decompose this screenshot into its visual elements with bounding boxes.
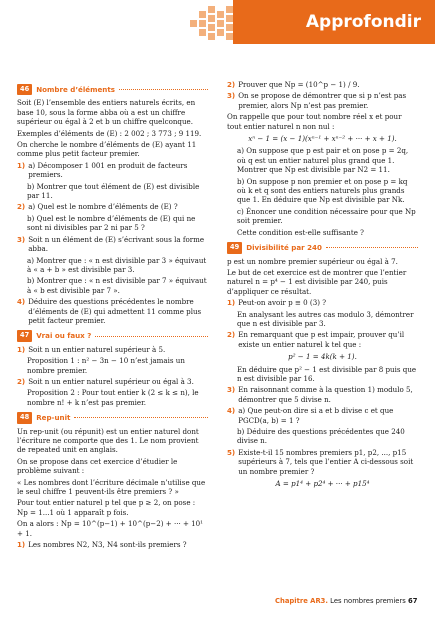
decorative-squares xyxy=(190,6,238,42)
sub-question: b) Montrer que tout élément de (E) est divisible par 11. xyxy=(27,181,200,201)
left-column xyxy=(17,80,208,551)
exercise-text: On se propose dans cet exercice d’étudier le problème suivant : xyxy=(17,456,178,476)
exercise-formula: On a alors : Np = 10^(p−1) + 10^(p−2) + ··· + 10¹ + 1. xyxy=(17,519,204,538)
exercise-title: Divisibilité par 240 xyxy=(246,243,322,253)
exercise-title: Vrai ou faux ? xyxy=(36,331,92,341)
footer-chapter: Chapitre AR3. xyxy=(275,597,328,605)
exercise-title: Nombre d’éléments xyxy=(36,85,115,94)
exercise-text: Pour tout entier naturel p tel que p ≥ 2, on pose : Np = 1...1 où 1 apparaît p fois. xyxy=(17,498,196,517)
equation: p² − 1 = 4k(k + 1). xyxy=(288,352,357,362)
exercise-text: « Les nombres dont l’écriture décimale n’utilise que le seul chiffre 1 peuvent-ils être premiers ? » xyxy=(17,477,206,497)
page-banner xyxy=(233,0,435,44)
page-title: Approfondir xyxy=(305,12,421,32)
question: 1) Les nombres N2, N3, N4 sont-ils premiers ? xyxy=(17,540,187,550)
page-footer xyxy=(275,597,417,605)
sub-question: En analysant les autres cas modulo 3, démontrer que n est divisible par 3. xyxy=(237,309,414,328)
equation: A = p1⁴ + p2⁴ + ··· + p15⁴ xyxy=(275,479,370,489)
sub-question: c) Énoncer une condition nécessaire pour que Np soit premier. xyxy=(237,206,416,226)
sub-question: Cette condition est-elle suffisante ? xyxy=(237,227,364,237)
exercise-46-header xyxy=(17,84,208,95)
right-column xyxy=(227,80,418,491)
exercise-text: p est un nombre premier supérieur ou égal à 7. xyxy=(227,256,398,266)
exercise-number-badge: 48 xyxy=(17,412,32,423)
exercise-text: Le but de cet exercice est de montrer que l’entier naturel n = p⁴ − 1 est divisible par 240, puis d’appliquer ce résultat. xyxy=(227,267,407,296)
exercise-text: Un rep-unit (ou répunit) est un entier naturel dont l’écriture ne comporte que des 1. Le nom provient de repeated unit en anglais. xyxy=(17,426,199,455)
question: 3) En raisonnant comme à la question 1) modulo 5, démontrer que 5 divise n. xyxy=(227,385,413,404)
sub-question: a) On suppose que p est pair et on pose p = 2q, où q est un entier naturel plus grand que 1. Montrer que Np est divisible par N2 = 11. xyxy=(237,146,409,175)
dotted-rule xyxy=(95,336,208,337)
question: 2) En remarquant que p est impair, prouver qu’il existe un entier naturel k tel que : xyxy=(227,330,405,349)
exercise-number-badge: 49 xyxy=(227,242,242,253)
footer-subject: Les nombres premiers xyxy=(330,597,406,605)
question: 2) Soit n un entier naturel supérieur ou égal à 3. xyxy=(17,376,194,386)
question: 1) a) Décomposer 1 001 en produit de facteurs premiers. xyxy=(17,160,188,180)
exercise-text: On rappelle que pour tout nombre réel x et pour tout entier naturel n non nul : xyxy=(227,112,402,131)
question: 2) Prouver que Np = (10^p − 1) / 9. xyxy=(227,80,360,89)
proposition: Proposition 2 : Pour tout entier k (2 ≤ k ≤ n), le nombre n! + k n’est pas premier. xyxy=(27,388,199,407)
exercise-48-header xyxy=(17,412,208,423)
question: 5) Existe-t-il 15 nombres premiers p1, p2, ..., p15 supérieurs à 7, tels que l’entier A ci-dessous soit un nombre premier ? xyxy=(227,447,414,476)
question: 1) Peut-on avoir p ≡ 0 (3) ? xyxy=(227,298,327,308)
proposition: Proposition 1 : n² − 3n − 10 n’est jamais un nombre premier. xyxy=(27,356,185,375)
sub-question: b) Quel est le nombre d’éléments de (E) qui ne sont ni divisibles par 2 ni par 5 ? xyxy=(27,213,196,233)
exercise-number-badge: 47 xyxy=(17,330,32,341)
sub-question: En déduire que p² − 1 est divisible par 8 puis que n est divisible par 16. xyxy=(237,364,417,383)
sub-question: a) Montrer que : « n est divisible par 3 » équivaut à « a + b » est divisible par 3. xyxy=(27,255,207,274)
sub-question: b) On suppose p non premier et on pose p = kq où k et q sont des entiers naturels plus grands que 1. En déduire que Np est divisible par Nk. xyxy=(237,176,408,205)
question: 1) Soit n un entier naturel supérieur à 5. xyxy=(17,344,166,354)
exercise-text: On cherche le nombre d’éléments de (E) ayant 11 comme plus petit facteur premier. xyxy=(17,140,197,159)
question: 3) Soit n un élément de (E) s’écrivant sous la forme abba. xyxy=(17,234,205,254)
question: 4) a) Que peut-on dire si a et b divise c et que PGCD(a, b) = 1 ? xyxy=(227,406,394,425)
exercise-49-header xyxy=(227,242,418,253)
question: 4) Déduire des questions précédentes le nombre d’éléments de (E) qui admettent 11 comme plus petit facteur premier. xyxy=(17,297,202,325)
exercise-number-badge: 46 xyxy=(17,84,32,95)
exercise-text: Soit (E) l’ensemble des entiers naturels écrits, en base 10, sous la forme abba où a est un chiffre supérieur ou égal à 2 et b un chiffre quelconque. xyxy=(17,98,196,127)
exercise-title: Rep-unit xyxy=(36,413,71,423)
sub-question: b) Déduire des questions précédentes que 240 divise n. xyxy=(237,427,405,446)
exercise-text: Exemples d’éléments de (E) : 2 002 ; 3 773 ; 9 119. xyxy=(17,128,202,138)
question: 3) On se propose de démontrer que si p n’est pas premier, alors Np n’est pas premier. xyxy=(227,91,407,110)
dotted-rule xyxy=(74,417,208,418)
dotted-rule xyxy=(326,247,418,248)
page-number: 67 xyxy=(408,597,418,605)
equation: xⁿ − 1 = (x − 1)(xⁿ⁻¹ + xⁿ⁻² + ··· + x + 1). xyxy=(248,134,397,144)
question: 2) a) Quel est le nombre d’éléments de (E) ? xyxy=(17,202,178,212)
exercise-47-header xyxy=(17,330,208,341)
sub-question: b) Montrer que : « n est divisible par 7 » équivaut à « b est divisible par 7 ». xyxy=(27,276,207,295)
dotted-rule xyxy=(119,89,208,90)
